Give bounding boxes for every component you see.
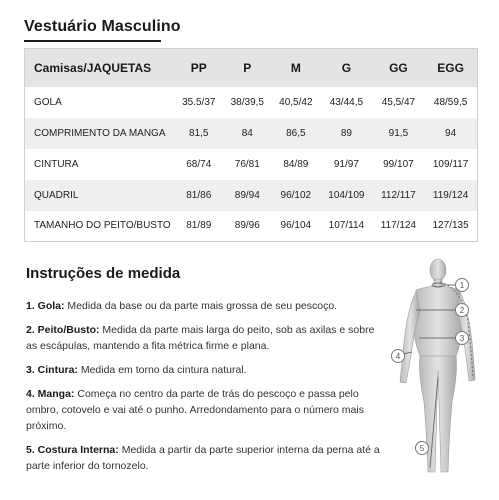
column-header: GG [389,60,408,75]
table-cell: 94 [445,127,457,139]
size-table [24,48,478,242]
column-header: G [341,60,352,75]
table-cell: 89/96 [234,220,260,232]
svg-text:2: 2 [459,306,465,315]
table-cell: 127/135 [432,220,469,232]
table-cell: 81/89 [186,220,212,232]
item-label: 5. Costura Interna: [26,444,119,456]
table-row [25,211,478,242]
table-cell: 81/86 [186,189,212,201]
marker-1-icon [456,279,469,292]
mannequin-illustration [378,252,478,482]
table-cell: 86,5 [286,127,306,139]
page-title: Vestuário Masculino [24,18,181,35]
table-cell: TAMANHO DO PEITO/BUSTO [34,220,171,232]
table-cell: 89/94 [234,189,260,201]
list-item [26,386,386,434]
list-item [26,362,386,378]
item-text: Medida da parte mais larga do peito, sob as axilas e sobre as escápulas, mantendo a fita métrica firme e plana. [26,324,375,352]
marker-2-icon [456,304,469,317]
table-cell: 109/117 [432,158,469,170]
table-cell: 96/102 [280,189,312,201]
table-row [25,180,478,211]
table-cell: 91/97 [333,158,359,170]
body-figure [378,252,478,482]
table-row [25,149,478,180]
page-header [24,18,181,42]
table-header-row [25,49,478,87]
instructions-title: Instruções de medida [26,265,181,282]
item-label: 1. Gola: [26,300,65,312]
table-cell: QUADRIL [34,189,79,201]
table-cell: 45,5/47 [381,96,416,108]
svg-text:3: 3 [459,334,465,343]
table-row [25,118,478,149]
marker-3-icon [456,332,469,345]
svg-text:5: 5 [419,444,425,453]
item-text: Medida a partir da parte superior interna da perna até a parte inferior do tornozelo. [26,444,380,472]
table-cell: 112/117 [381,189,416,201]
list-item [26,322,386,354]
instructions-list [26,298,386,482]
table-cell: 89 [340,127,352,139]
table-cell: 91,5 [388,127,409,139]
marker-5-icon [416,442,429,455]
column-header: PP [190,60,207,75]
table-cell: 107/114 [328,220,365,232]
table-cell: 40,5/42 [279,96,313,108]
table-cell: 117/124 [380,220,417,232]
column-header: EGG [437,60,464,75]
item-label: 2. Peito/Busto: [26,324,100,336]
table-cell: 48/59,5 [433,96,468,108]
item-label: 4. Manga: [26,388,75,400]
item-text: Medida em torno da cintura natural. [77,364,247,376]
item-text: Começa no centro da parte de trás do pescoço e passa pelo ombro, cotovelo e vai até o punho. Arredondamento para o número mais próximo. [26,388,364,432]
table-cell: 76/81 [234,158,260,170]
column-header: P [243,60,252,75]
table-cell: 99/107 [383,158,414,170]
table-cell: 43/44,5 [329,96,364,108]
table-cell: 68/74 [186,158,212,170]
item-label: 3. Cintura: [26,364,78,376]
table-cell: 81,5 [189,127,209,139]
table-cell: 84/89 [283,158,309,170]
column-header: M [290,60,301,75]
table-cell: 38/39,5 [230,96,264,108]
table-cell: 119/124 [432,189,469,201]
title-underline [24,40,161,42]
table-cell: 104/109 [328,189,365,201]
item-text: Medida da base ou da parte mais grossa de seu pescoço. [64,300,338,312]
column-header: Camisas/JAQUETAS [34,60,152,75]
list-item [26,298,386,314]
marker-4-icon [392,350,405,363]
table-cell: 96/104 [280,220,312,232]
svg-text:1: 1 [459,281,465,290]
svg-text:4: 4 [395,352,401,361]
table-cell: COMPRIMENTO DA MANGA [34,127,166,139]
table-row [25,87,478,118]
table-cell: 84 [241,127,253,139]
list-item [26,442,386,474]
table-cell: 35.5/37 [182,96,216,108]
table-cell: CINTURA [34,158,79,170]
table-cell: GOLA [34,96,62,108]
